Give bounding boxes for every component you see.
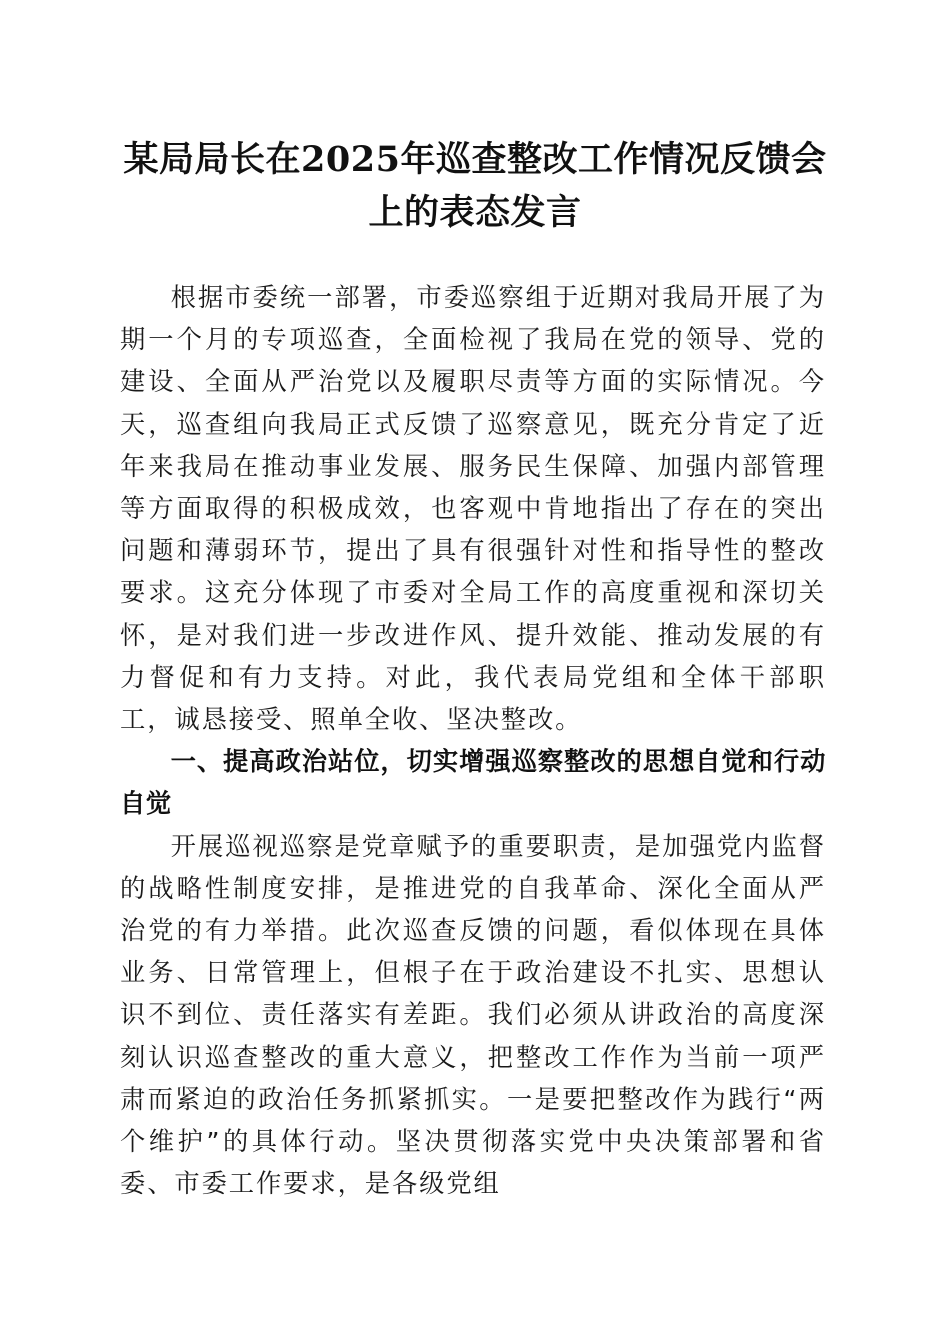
document-title: 某局局长在2025年巡查整改工作情况反馈会上的表态发言 (123, 139, 827, 233)
document-body (120, 277, 826, 1205)
section-heading: 一、提高政治站位，切实增强巡察整改的思想自觉和行动自觉 (120, 747, 826, 819)
intro-paragraph: 根据市委统一部署，市委巡察组于近期对我局开展了为期一个月的专项巡查，全面检视了我局在党的领导、党的建设、全面从严治党以及履职尽责等方面的实际情况。今天，巡查组向我局正式反馈了巡察意见，既充分肯定了近年来我局在推动事业发展、服务民生保障、加强内部管理等方面取得的积极成效，也客观中肯地指出了存在的突出问题和薄弱环节，提出了具有很强针对性和指导性的整改要求。这充分体现了市委对全局工作的高度重视和深切关怀，是对我们进一步改进作风、提升效能、推动发展的有力督促和有力支持。对此，我代表局党组和全体干部职工，诚恳接受、照单全收、坚决整改。 (120, 283, 826, 735)
section-paragraph: 开展巡视巡察是党章赋予的重要职责，是加强党内监督的战略性制度安排，是推进党的自我革命、深化全面从严治党的有力举措。此次巡查反馈的问题，看似体现在具体业务、日常管理上，但根子在于政治建设不扎实、思想认识不到位、责任落实有差距。我们必须从讲政治的高度深刻认识巡查整改的重大意义，把整改工作作为当前一项严肃而紧迫的政治任务抓紧抓实。一是要把整改作为践行“两个维护”的具体行动。坚决贯彻落实党中央决策部署和省委、市委工作要求，是各级党组 (120, 831, 826, 1199)
